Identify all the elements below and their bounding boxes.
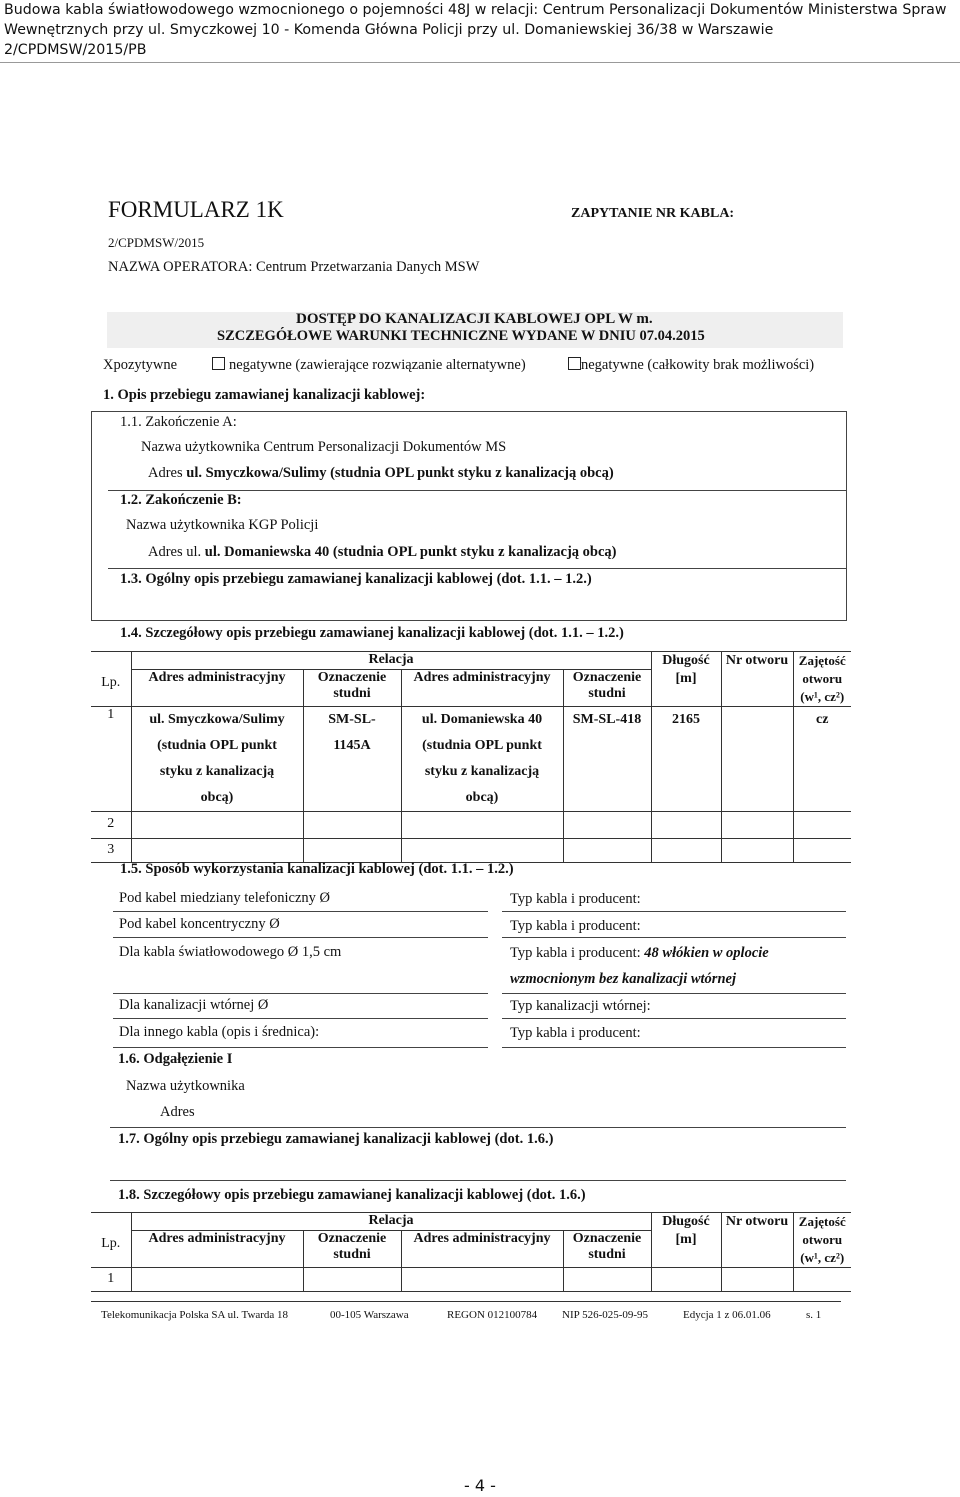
usage-type-4: Typ kanalizacji wtórnej: (510, 998, 651, 1014)
divider (113, 911, 488, 912)
section-1-8: 1.8. Szczegółowy opis przebiegu zamawianej kanalizacji kablowej (dot. 1.6.) (118, 1187, 586, 1203)
frame-left (91, 411, 92, 621)
section-1-5: 1.5. Sposób wykorzystania kanalizacji kablowej (dot. 1.1. – 1.2.) (120, 861, 514, 877)
footer-page: s. 1 (806, 1309, 822, 1321)
section-1-2-user: Nazwa użytkownika KGP Policji (126, 517, 319, 533)
address-b-line: styku z kanalizacją (424, 764, 540, 779)
divider (502, 937, 846, 938)
usage-type-2: Typ kabla i producent: (510, 918, 641, 934)
section-1-1-address (148, 465, 614, 482)
usage-label-1: Pod kabel miedziany telefoniczny Ø (119, 890, 330, 906)
divider (110, 1127, 846, 1128)
row-1-manhole-a (303, 707, 401, 812)
divider (113, 937, 488, 938)
footer-regon: REGON 012100784 (447, 1309, 538, 1321)
row-2-lp: 2 (91, 812, 131, 839)
option-negative-full-label: negatywne (całkowity brak możliwości) (581, 357, 815, 373)
usage-type-3-label: Typ kabla i producent: (510, 945, 641, 961)
usage-type-1: Typ kabla i producent: (510, 891, 641, 907)
address-a-line: obcą) (200, 790, 234, 805)
operator-label: NAZWA OPERATORA: (108, 259, 253, 275)
divider (91, 620, 847, 621)
divider (502, 911, 846, 912)
branch-table (91, 1212, 851, 1292)
address-b-line: (studnia OPL punkt (422, 738, 542, 753)
section-1-1-user: Nazwa użytkownika Centrum Personalizacji Dokumentów MS (141, 439, 507, 455)
footer-company: Telekomunikacja Polska SA ul. Twarda 18 (101, 1309, 289, 1321)
section-1-1: 1.1. Zakończenie A: (120, 414, 237, 430)
section-1-7: 1.7. Ogólny opis przebiegu zamawianej kanalizacji kablowej (dot. 1.6.) (118, 1131, 554, 1147)
header-relacja: Relacja (131, 1213, 651, 1231)
divider (108, 490, 846, 491)
address-a-line: ul. Smyczkowa/Sulimy (149, 712, 285, 727)
usage-label-2: Pod kabel koncentryczny Ø (119, 916, 280, 932)
divider (502, 1018, 846, 1019)
row-3-lp: 3 (91, 839, 131, 863)
header-manhole-a: Oznaczenie studni (303, 1231, 401, 1268)
divider (502, 993, 846, 994)
address-b-line: ul. Domaniewska 40 (421, 712, 543, 727)
header-hole-nr: Nr otworu (721, 1213, 793, 1268)
usage-type-3-value: 48 włókien w oplocie (644, 945, 769, 961)
option-negative-alt (212, 357, 526, 374)
section-1-3: 1.3. Ogólny opis przebiegu zamawianej kanalizacji kablowej (dot. 1.1. – 1.2.) (120, 571, 592, 587)
row-1-address-b (401, 707, 563, 812)
address-a-line: styku z kanalizacją (159, 764, 275, 779)
checkbox-icon (212, 357, 225, 370)
divider (502, 1047, 846, 1048)
header-manhole-b: Oznaczenie studni (563, 670, 651, 707)
header-lp: Lp. (91, 1213, 131, 1268)
header-address-b: Adres administracyjny (401, 670, 563, 707)
header-hole-nr: Nr otworu (721, 652, 793, 707)
branch-user: Nazwa użytkownika (126, 1078, 245, 1094)
header-occupancy: Zajętość otworu (w¹, cz²) (793, 652, 851, 707)
operator-value: Centrum Przetwarzania Danych MSW (255, 259, 480, 275)
row-1-address-a (131, 707, 303, 812)
divider (113, 1018, 488, 1019)
header-manhole-b: Oznaczenie studni (563, 1231, 651, 1268)
header-length: Długość [m] (651, 1213, 721, 1268)
footer-postal: 00-105 Warszawa (330, 1309, 409, 1321)
address-a-line: (studnia OPL punkt (157, 738, 277, 753)
header-length: Długość [m] (651, 652, 721, 707)
footer-rule (91, 1301, 841, 1302)
checkbox-icon (568, 357, 581, 370)
divider (113, 993, 488, 994)
header-divider (0, 62, 960, 63)
header-address-a: Adres administracyjny (131, 1231, 303, 1268)
manhole-a-line: SM-SL- (328, 712, 376, 727)
header-relacja: Relacja (131, 652, 651, 670)
header-line-2: Wewnętrznych przy ul. Smyczkowej 10 - Komenda Główna Policji przy ul. Domaniewskiej 36/38 w Warszawie (4, 22, 774, 38)
row-1-length: 2165 (651, 707, 721, 812)
footer-nip: NIP 526-025-09-95 (562, 1309, 649, 1321)
band-line-1: DOSTĘP DO KANALIZACJI KABLOWEJ OPL W m. (296, 311, 653, 327)
divider (110, 1180, 846, 1181)
address-label: Adres (148, 465, 183, 481)
header-address-b: Adres administracyjny (401, 1231, 563, 1268)
form-ref: 2/CPDMSW/2015 (108, 235, 205, 250)
manhole-a-line: 1145A (333, 738, 371, 753)
relation-table (91, 651, 851, 863)
row-1-lp: 1 (91, 707, 131, 812)
operator-line (108, 259, 479, 276)
row-1-lp: 1 (91, 1268, 131, 1292)
section-1-heading: 1. Opis przebiegu zamawianej kanalizacji kablowej: (103, 387, 426, 403)
header-lp: Lp. (91, 652, 131, 707)
address-label: Adres ul. (148, 544, 202, 560)
document-header (4, 0, 956, 60)
address-b-line: obcą) (465, 790, 499, 805)
frame-right (846, 411, 847, 621)
usage-type-5: Typ kabla i producent: (510, 1025, 641, 1041)
usage-label-3: Dla kabla światłowodowego Ø 1,5 cm (119, 944, 342, 960)
header-manhole-a: Oznaczenie studni (303, 670, 401, 707)
header-line-3: 2/CPDMSW/2015/PB (4, 42, 147, 58)
usage-type-3-value-cont: wzmocnionym bez kanalizacji wtórnej (510, 971, 736, 987)
divider (113, 1047, 488, 1048)
option-negative-alt-label: negatywne (zawierające rozwiązanie alternatywne) (229, 357, 526, 373)
query-label: ZAPYTANIE NR KABLA: (571, 206, 735, 221)
usage-label-4: Dla kanalizacji wtórnej Ø (119, 997, 269, 1013)
band-line-2: SZCZEGÓŁOWE WARUNKI TECHNICZNE WYDANE W DNIU 07.04.2015 (217, 328, 705, 344)
section-1-4: 1.4. Szczegółowy opis przebiegu zamawianej kanalizacji kablowej (dot. 1.1. – 1.2.) (120, 625, 624, 641)
row-1-occupancy: cz (793, 707, 851, 812)
form-title: FORMULARZ 1K (108, 197, 284, 222)
usage-label-5: Dla innego kabla (opis i średnica): (119, 1024, 320, 1040)
section-1-2: 1.2. Zakończenie B: (120, 492, 242, 508)
header-line-1: Budowa kabla światłowodowego wzmocnionego o pojemności 48J w relacji: Centrum Personalizacji Dokumentów Ministerstwa Spraw (4, 2, 947, 18)
address-value: ul. Smyczkowa/Sulimy (studnia OPL punkt styku z kanalizacją obcą) (186, 465, 614, 481)
row-1-hole-nr (721, 707, 793, 812)
branch-address: Adres (160, 1104, 195, 1120)
section-1-2-address (148, 544, 617, 561)
usage-type-3 (510, 945, 769, 962)
option-negative-full (568, 357, 814, 374)
divider (108, 568, 846, 569)
page-number: - 4 - (464, 1476, 496, 1495)
header-address-a: Adres administracyjny (131, 670, 303, 707)
address-value: ul. Domaniewska 40 (studnia OPL punkt styku z kanalizacją obcą) (204, 544, 617, 560)
row-1-manhole-b: SM-SL-418 (563, 707, 651, 812)
option-positive: Xpozytywne (103, 357, 178, 373)
footer-edition: Edycja 1 z 06.01.06 (683, 1309, 771, 1321)
frame-top (91, 411, 847, 412)
header-occupancy: Zajętość otworu (w¹, cz²) (793, 1213, 851, 1268)
section-1-6: 1.6. Odgałęzienie I (118, 1051, 233, 1067)
